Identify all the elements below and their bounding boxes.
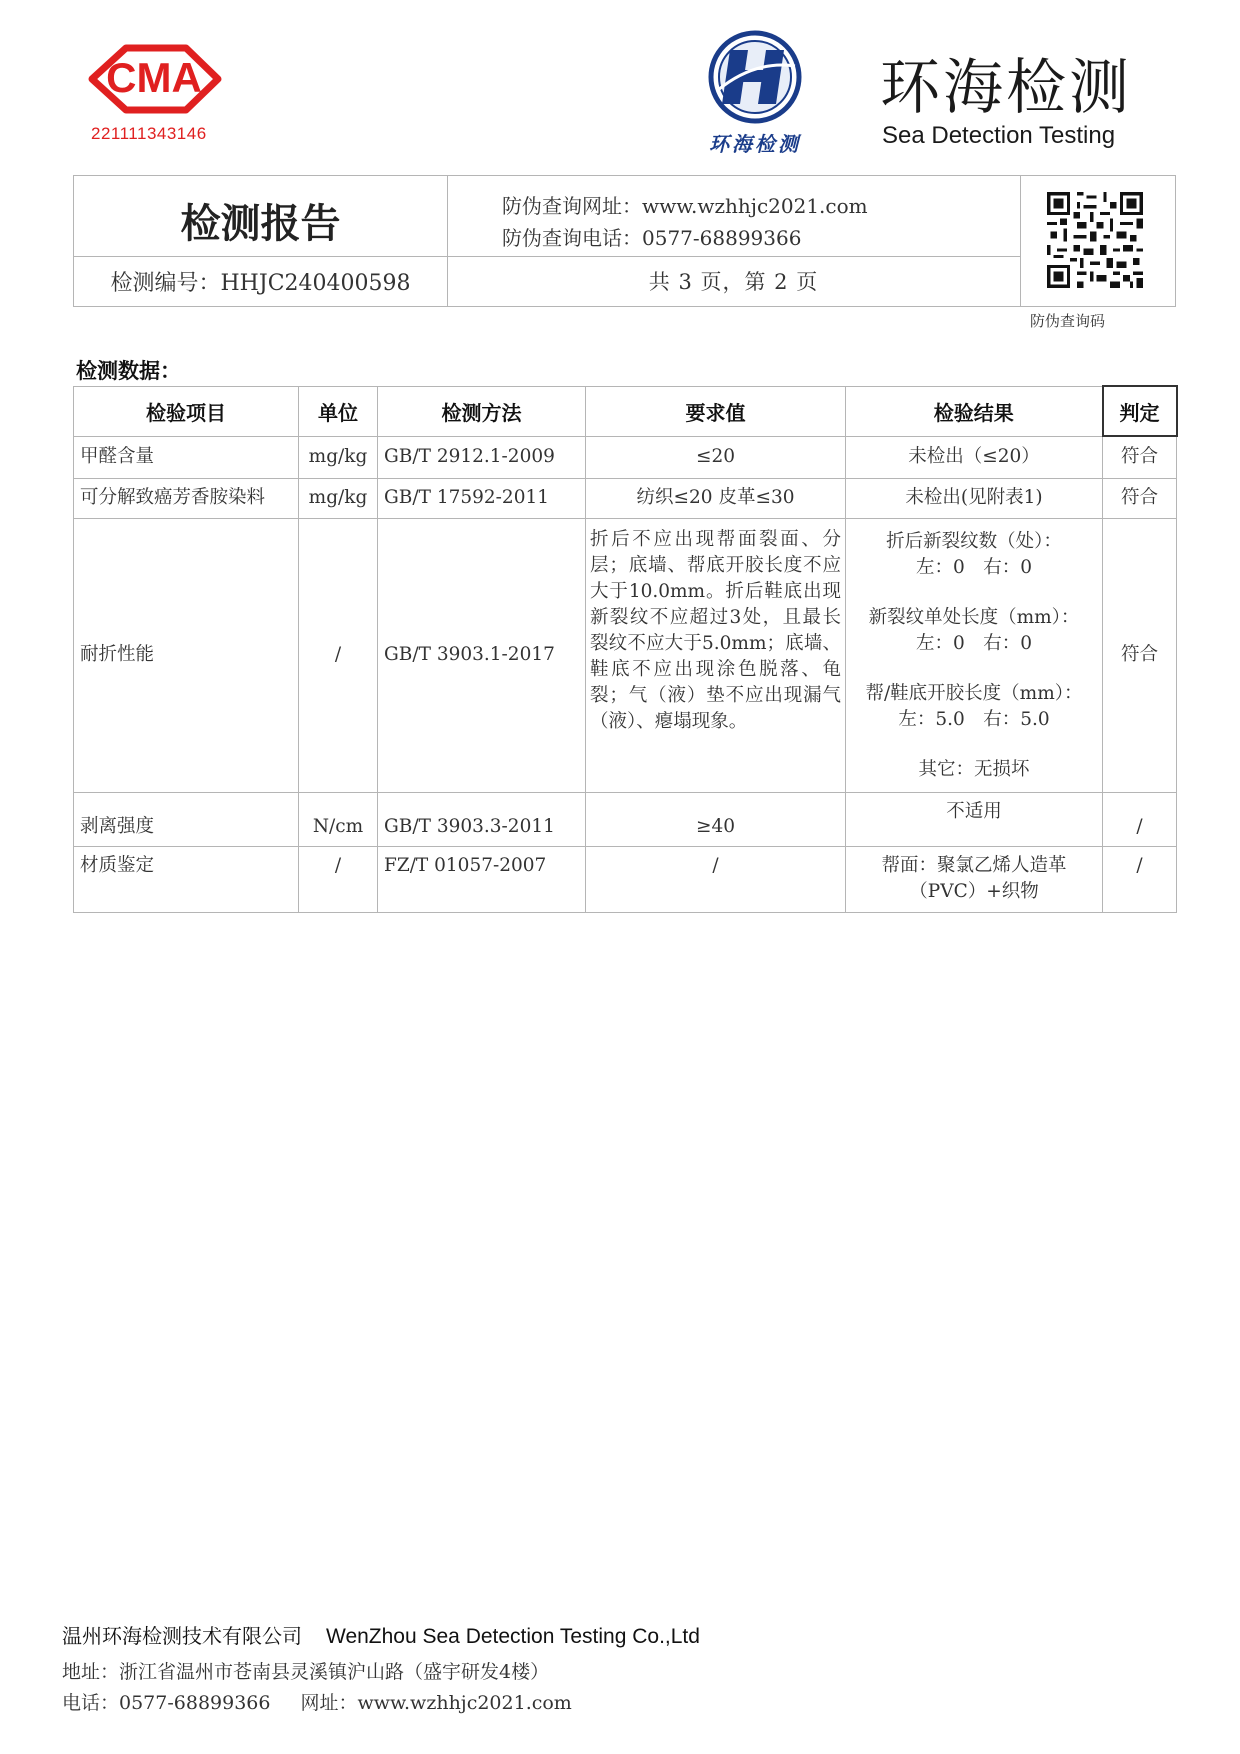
table-row (74, 846, 1177, 912)
footer-website[interactable]: 网址：www.wzhhjc2021.com (300, 1692, 572, 1714)
result-line: 帮/鞋底开胶长度（mm）： (865, 682, 1083, 704)
header-verdict: 判定 (1103, 386, 1177, 436)
header-method: 检测方法 (378, 386, 586, 436)
cell-requirement: 纺织≤20 皮革≤30 (586, 478, 846, 518)
cell-item: 甲醛含量 (74, 436, 299, 478)
report-header-box (73, 175, 1176, 307)
cell-result: 未检出(见附表1) (846, 478, 1103, 518)
cell-unit: mg/kg (299, 478, 378, 518)
report-number-label: 检测编号： (110, 271, 221, 296)
cell-verdict: 符合 (1103, 436, 1177, 478)
cell-item: 剥离强度 (74, 792, 299, 846)
table-header-row (74, 386, 1177, 436)
header-item: 检验项目 (74, 386, 299, 436)
section-title: 检测数据： (76, 359, 181, 383)
header-unit: 单位 (299, 386, 378, 436)
verify-url-label: 防伪查询网址： (502, 194, 642, 218)
footer-company-cn: 温州环海检测技术有限公司 (62, 1624, 302, 1648)
cell-requirement: ≥40 (586, 792, 846, 846)
verify-phone: 0577-68899366 (642, 226, 802, 250)
cell-method: GB/T 3903.1-2017 (378, 518, 586, 792)
cell-result: 未检出（≤20） (846, 436, 1103, 478)
footer-phone: 电话：0577-68899366 (62, 1692, 271, 1714)
cell-result (846, 518, 1103, 792)
result-line: 其它：无损坏 (918, 758, 1030, 780)
cell-verdict: / (1103, 792, 1177, 846)
table-row (74, 518, 1177, 792)
table-row (74, 792, 1177, 846)
cell-method: FZ/T 01057-2007 (378, 846, 586, 912)
footer-contact (62, 1688, 700, 1715)
verification-info (502, 190, 868, 254)
cell-verdict: 符合 (1103, 478, 1177, 518)
cma-number: 221111343146 (91, 124, 207, 143)
cma-logo-text: CMA (106, 54, 202, 101)
result-line: 左：5.0 右：5.0 (898, 708, 1050, 730)
cell-requirement: / (586, 846, 846, 912)
cell-requirement: ≤20 (586, 436, 846, 478)
footer (62, 1620, 700, 1715)
result-line: 新裂纹单处长度（mm）： (868, 606, 1080, 628)
cell-item: 可分解致癌芳香胺染料 (74, 478, 299, 518)
result-line: 左：0 右：0 (915, 556, 1033, 578)
footer-company (62, 1620, 700, 1649)
cell-item: 耐折性能 (74, 518, 299, 792)
cell-verdict: 符合 (1103, 518, 1177, 792)
result-line: （PVC）+织物 (909, 880, 1039, 902)
company-logo-icon (700, 30, 810, 125)
test-data-table (73, 385, 1178, 913)
qr-code-icon[interactable] (1047, 192, 1143, 288)
cell-requirement: 折后不应出现帮面裂面、分层；底墙、帮底开胶长度不应大于10.0mm。折后鞋底出现新裂纹不应超过3处，且最长裂纹不应大于5.0mm；底墙、鞋底不应出现涂色脱落、龟裂；气（液）垫不应出现漏气（液）、瘪塌现象。 (586, 518, 846, 792)
verify-url[interactable]: www.wzhhjc2021.com (642, 194, 868, 218)
company-logo-letter: H (754, 122, 756, 123)
cell-method: GB/T 2912.1-2009 (378, 436, 586, 478)
cell-verdict: / (1103, 846, 1177, 912)
cma-certification-logo (86, 42, 222, 116)
cell-method: GB/T 17592-2011 (378, 478, 586, 518)
cell-item: 材质鉴定 (74, 846, 299, 912)
result-line: 帮面：聚氯乙烯人造革 (881, 854, 1067, 876)
result-line: 左：0 右：0 (915, 632, 1033, 654)
report-title: 检测报告 (180, 201, 341, 247)
footer-company-en: WenZhou Sea Detection Testing Co.,Ltd (326, 1625, 700, 1648)
cell-unit: mg/kg (299, 436, 378, 478)
result-line: 折后新裂纹数（处）： (886, 530, 1062, 552)
cell-unit: N/cm (299, 792, 378, 846)
footer-address: 地址：浙江省温州市苍南县灵溪镇沪山路（盛宇研发4楼） (62, 1661, 550, 1683)
qr-caption: 防伪查询码 (1030, 312, 1106, 330)
company-logo-caption: 环海检测 (709, 132, 801, 156)
verify-phone-label: 防伪查询电话： (502, 226, 642, 250)
brand-name-cn: 环海检测 (880, 53, 1132, 123)
brand-name-en: Sea Detection Testing (882, 122, 1116, 149)
page-indicator: 共 3 页，第 2 页 (648, 270, 819, 294)
divider (74, 256, 1020, 257)
cell-method: GB/T 3903.3-2011 (378, 792, 586, 846)
header-requirement: 要求值 (586, 386, 846, 436)
header-result: 检验结果 (846, 386, 1103, 436)
cell-unit: / (299, 846, 378, 912)
report-number (74, 266, 447, 297)
table-row (74, 478, 1177, 518)
table-row (74, 436, 1177, 478)
report-number-value: HHJC240400598 (220, 271, 411, 296)
cell-unit: / (299, 518, 378, 792)
cell-result: 不适用 (846, 792, 1103, 846)
divider (1020, 176, 1021, 306)
cell-result (846, 846, 1103, 912)
